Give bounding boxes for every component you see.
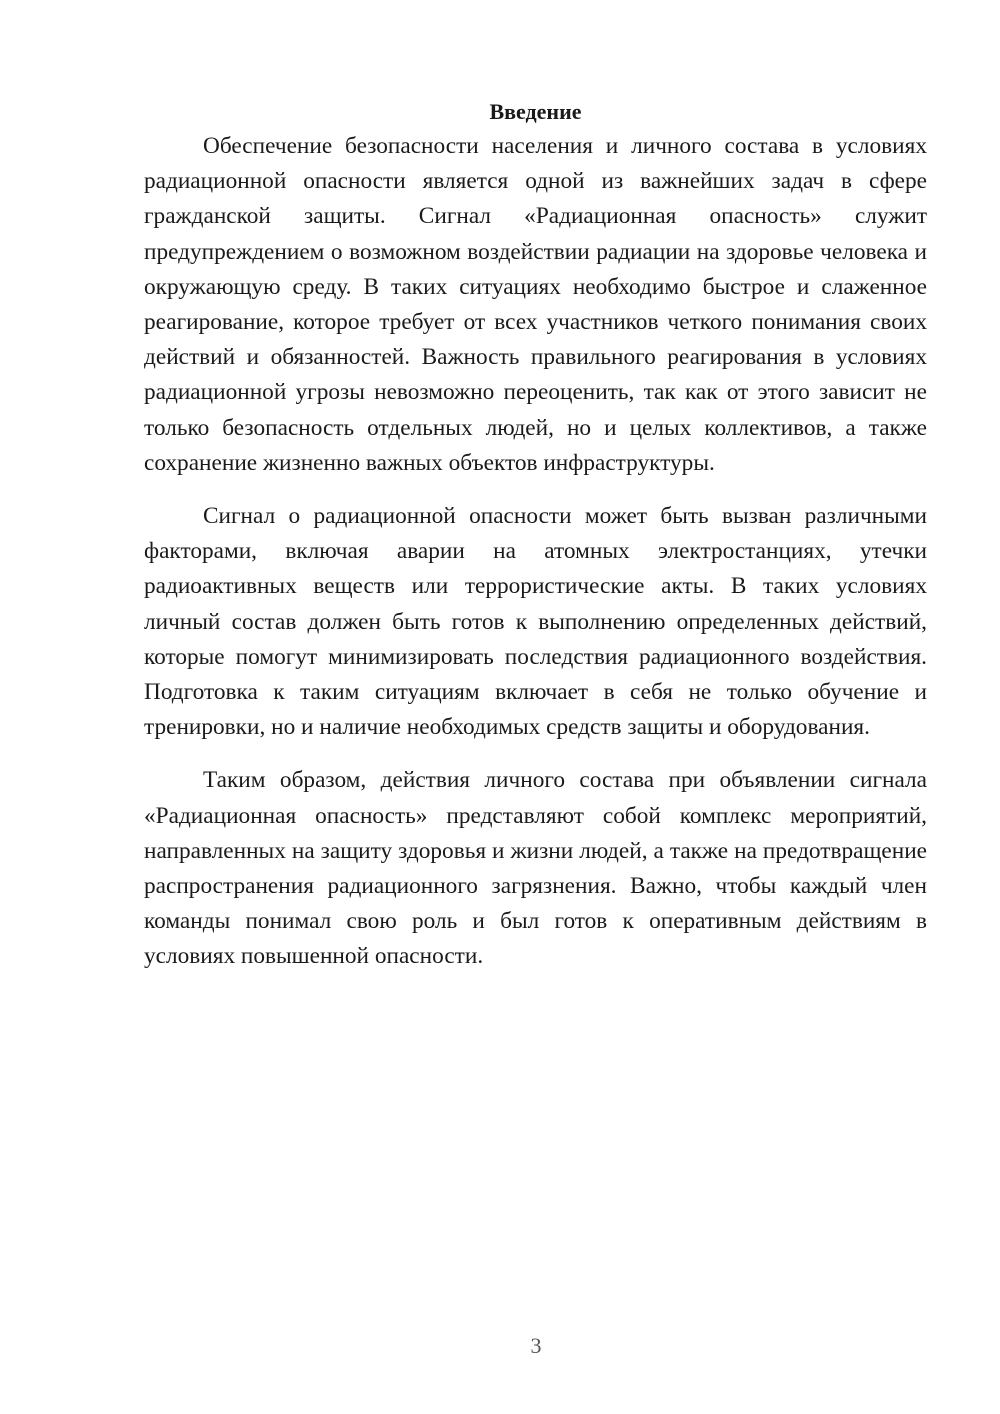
page-content bbox=[144, 94, 927, 975]
page-number: 3 bbox=[530, 1333, 542, 1358]
section-heading: Введение bbox=[489, 99, 582, 124]
paragraph-1: Обеспечение безопасности населения и личного состава в условиях радиационной опасности является одной из важнейших задач в сфере гражданской защиты. Сигнал «Радиационная опасность» служит предупреждением о возможном воздействии радиации на здоровье человека и окружающую среду. В таких ситуациях необходимо быстрое и слаженное реагирование, которое требует от всех участников четкого понимания своих действий и обязанностей. Важность правильного реагирования в условиях радиационной угрозы невозможно переоценить, так как от этого зависит не только безопасность отдельных людей, но и целых коллективов, а также сохранение жизненно важных объектов инфраструктуры. bbox=[144, 133, 927, 476]
paragraph-2: Сигнал о радиационной опасности может быть вызван различными факторами, включая аварии на атомных электростанциях, утечки радиоактивных веществ или террористические акты. В таких условиях личный состав должен быть готов к выполнению определенных действий, которые помогут минимизировать последствия радиационного воздействия. Подготовка к таким ситуациям включает в себя не только обучение и тренировки, но и наличие необходимых средств защиты и оборудования. bbox=[144, 503, 927, 741]
paragraph-3: Таким образом, действия личного состава при объявлении сигнала «Радиационная опасность» представляют собой комплекс мероприятий, направленных на защиту здоровья и жизни людей, а также на предотвращение распространения радиационного загрязнения. Важно, чтобы каждый член команды понимал свою роль и был готов к оперативным действиям в условиях повышенной опасности. bbox=[144, 767, 927, 970]
